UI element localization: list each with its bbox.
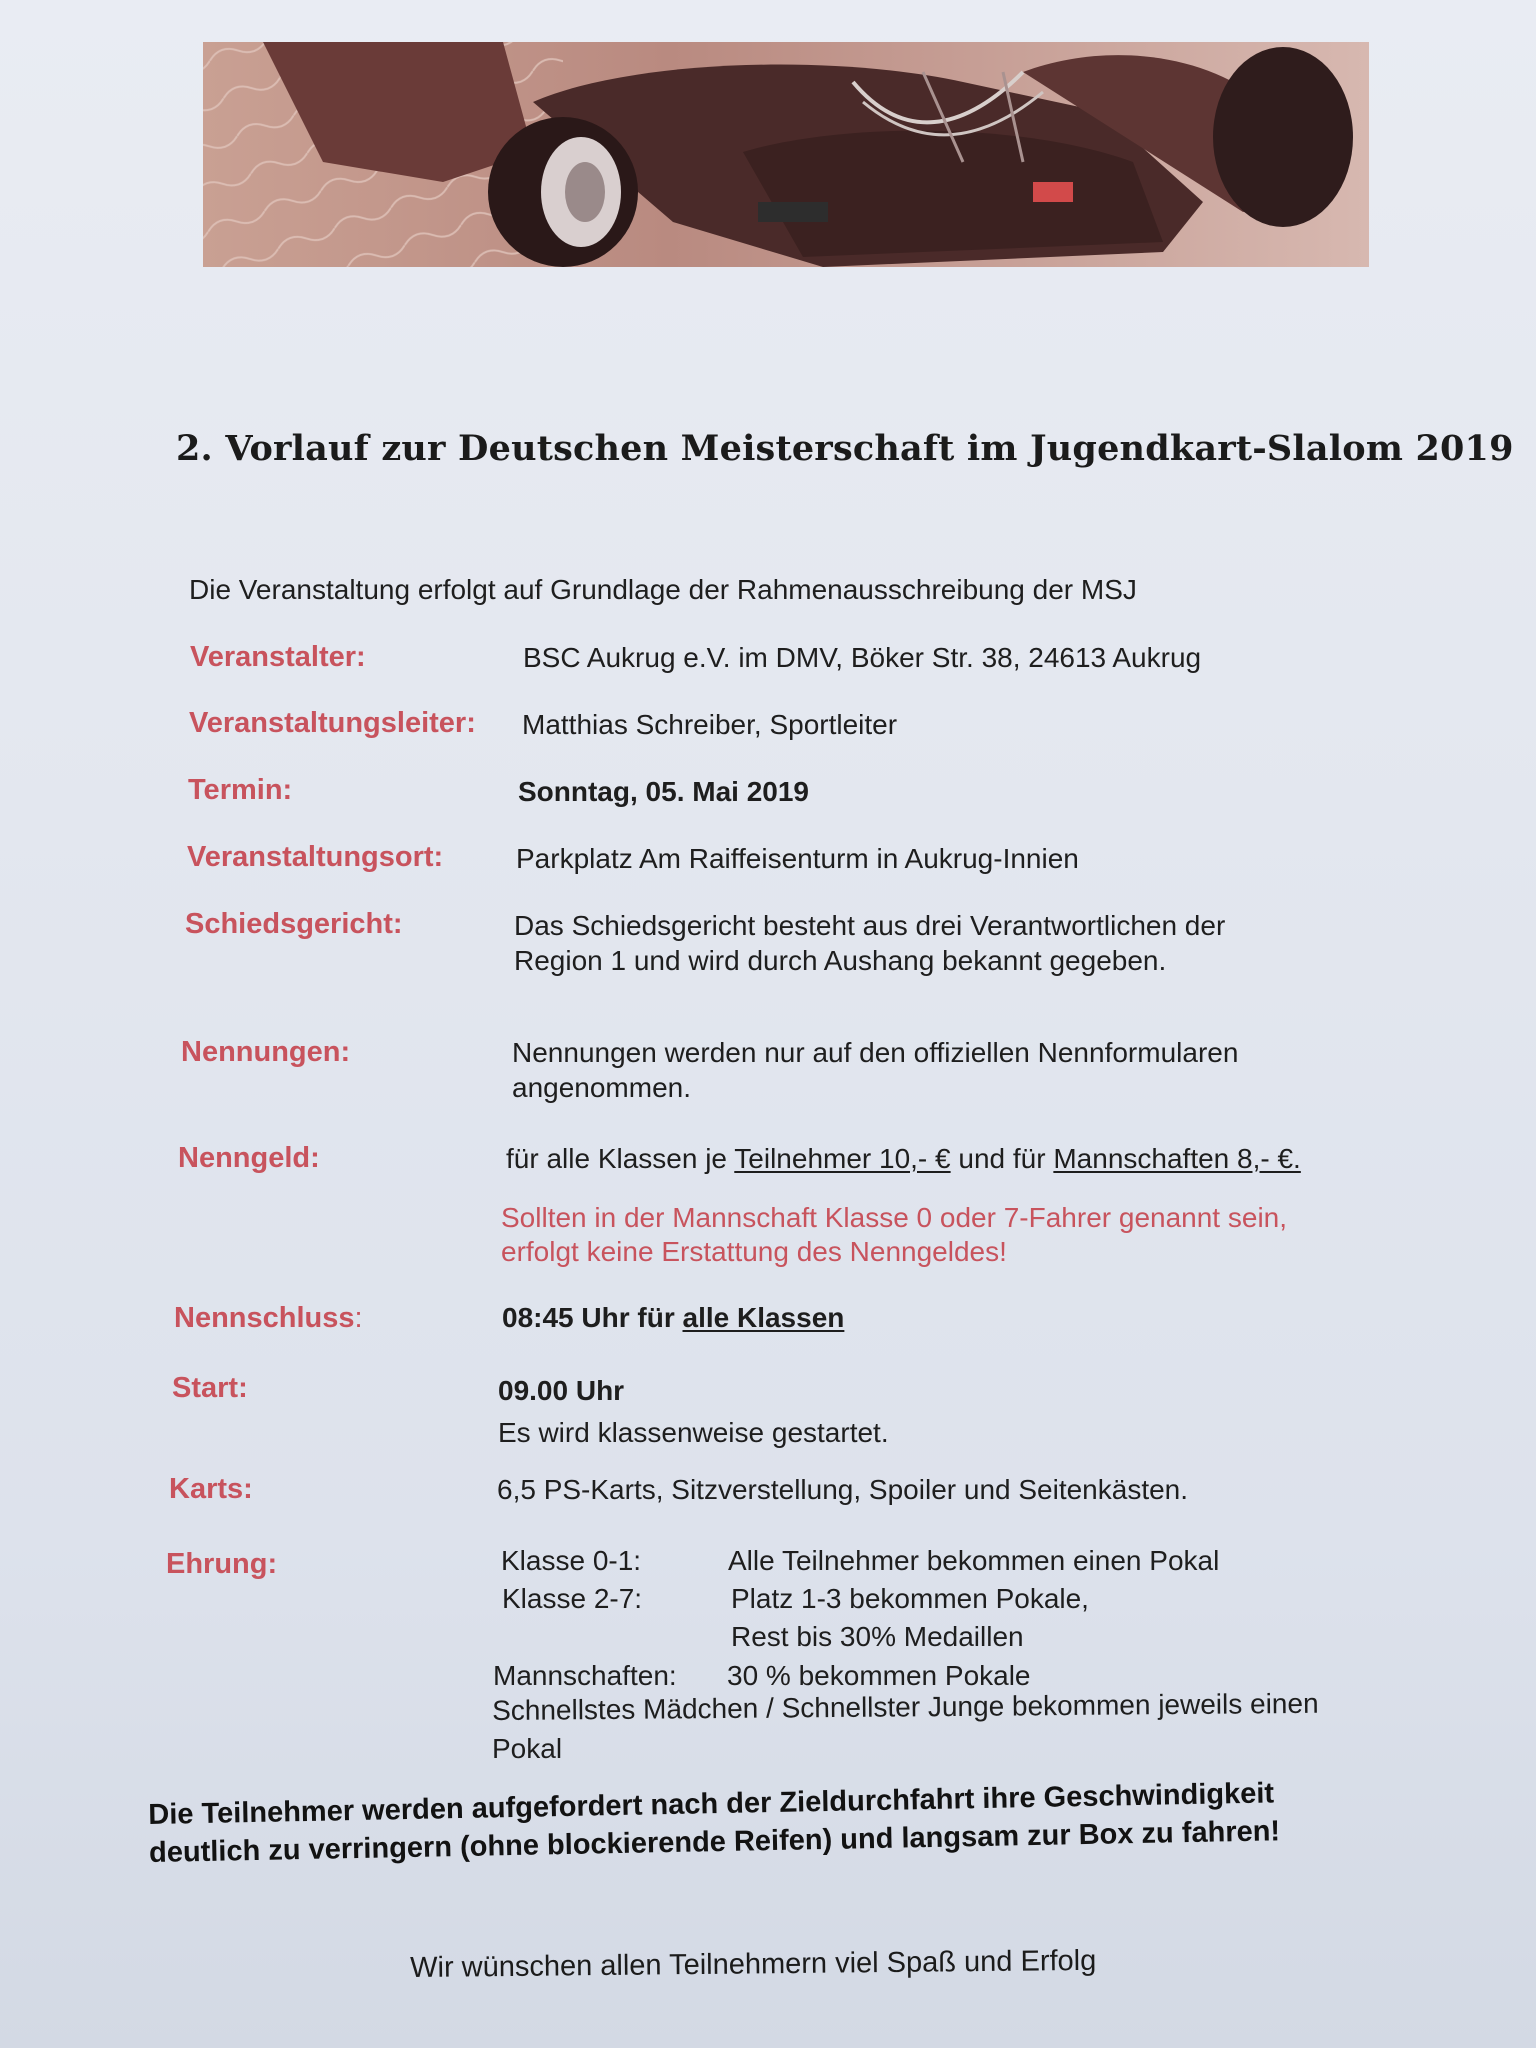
start-value: [498, 1370, 889, 1454]
ehrung-row-3-value: Rest bis 30% Medaillen: [731, 1621, 1024, 1652]
nennschluss-value: [502, 1300, 844, 1335]
schiedsgericht-label: Schiedsgericht:: [185, 908, 403, 940]
nennungen-value: [512, 1035, 1238, 1105]
page-title: 2. Vorlauf zur Deutschen Meisterschaft im Jugendkart-Slalom 2019: [176, 428, 1514, 469]
kart-photo-banner: [203, 42, 1369, 267]
leiter-value: Matthias Schreiber, Sportleiter: [522, 709, 898, 740]
schiedsgericht-value: [514, 908, 1225, 978]
karts-value: 6,5 PS-Karts, Sitzverstellung, Spoiler und Seitenkästen.: [497, 1474, 1189, 1505]
ehrung-row-1-value: Alle Teilnehmer bekommen einen Pokal: [728, 1545, 1220, 1576]
nennungen-line2: angenommen.: [512, 1072, 692, 1103]
nenngeld-text-3: und für: [950, 1143, 1054, 1174]
nennschluss-label: [174, 1302, 363, 1335]
start-label: Start:: [172, 1372, 248, 1404]
schiedsgericht-line1: Das Schiedsgericht besteht aus drei Verantwortlichen der: [514, 910, 1226, 941]
ehrung-schnellste-line2: Pokal: [492, 1733, 563, 1764]
nenngeld-warning: [501, 1201, 1287, 1269]
nenngeld-teilnehmer: Teilnehmer 10,- €: [734, 1143, 951, 1174]
ehrung-row-1-key: Klasse 0-1:: [501, 1545, 642, 1576]
leiter-label: Veranstaltungsleiter:: [189, 707, 476, 739]
safety-notice-line1: Die Teilnehmer werden aufgefordert nach der Zieldurchfahrt ihre Geschwindigkeit: [148, 1777, 1275, 1831]
termin-value: Sonntag, 05. Mai 2019: [518, 776, 809, 807]
nennungen-line1: Nennungen werden nur auf den offiziellen Nennformularen: [512, 1037, 1239, 1068]
closing-wish: Wir wünschen allen Teilnehmern viel Spaß und Erfolg: [410, 1944, 1097, 1984]
termin-label: Termin:: [188, 774, 293, 806]
nenngeld-text-1: für alle Klassen je: [506, 1143, 735, 1174]
start-note: Es wird klassenweise gestartet.: [498, 1417, 889, 1448]
ehrung-mannschaften-value: 30 % bekommen Pokale: [727, 1660, 1031, 1691]
ehrung-schnellste-line1: Schnellstes Mädchen / Schnellster Junge bekommen jeweils einen: [492, 1687, 1319, 1726]
intro-text: Die Veranstaltung erfolgt auf Grundlage der Rahmenausschreibung der MSJ: [189, 574, 1137, 605]
nenngeld-value: [506, 1141, 1301, 1176]
safety-notice: [148, 1771, 1429, 1872]
nennschluss-colon: :: [354, 1302, 363, 1334]
nenngeld-warning-line2: erfolgt keine Erstattung des Nenngeldes!: [501, 1236, 1007, 1267]
kart-photo-image: [203, 42, 1369, 267]
nenngeld-label: Nenngeld:: [178, 1142, 320, 1174]
safety-notice-line2: deutlich zu verringern (ohne blockierende Reifen) und langsam zur Box zu fahren!: [148, 1815, 1281, 1869]
schiedsgericht-line2: Region 1 und wird durch Aushang bekannt gegeben.: [514, 945, 1167, 976]
nenngeld-mannschaften: Mannschaften 8,- €.: [1053, 1143, 1301, 1174]
ehrung-row-2-value: Platz 1-3 bekommen Pokale,: [731, 1583, 1089, 1614]
nennschluss-label-text: Nennschluss: [174, 1302, 355, 1334]
ehrung-row-2-key: Klasse 2-7:: [502, 1583, 643, 1614]
nennungen-label: Nennungen:: [181, 1036, 351, 1068]
nenngeld-warning-line1: Sollten in der Mannschaft Klasse 0 oder 7-Fahrer genannt sein,: [501, 1202, 1288, 1233]
ehrung-label: Ehrung:: [166, 1548, 278, 1580]
nennschluss-classes: alle Klassen: [682, 1302, 845, 1333]
ort-value: Parkplatz Am Raiffeisenturm in Aukrug-Innien: [516, 843, 1079, 874]
karts-label: Karts:: [169, 1473, 253, 1505]
ehrung-mannschaften-key: Mannschaften:: [493, 1660, 677, 1691]
ort-label: Veranstaltungsort:: [187, 841, 444, 873]
nennschluss-time: 08:45 Uhr für: [502, 1302, 683, 1333]
veranstalter-label: Veranstalter:: [190, 641, 366, 673]
start-time: 09.00 Uhr: [498, 1375, 625, 1406]
veranstalter-value: BSC Aukrug e.V. im DMV, Böker Str. 38, 24613 Aukrug: [523, 642, 1202, 673]
